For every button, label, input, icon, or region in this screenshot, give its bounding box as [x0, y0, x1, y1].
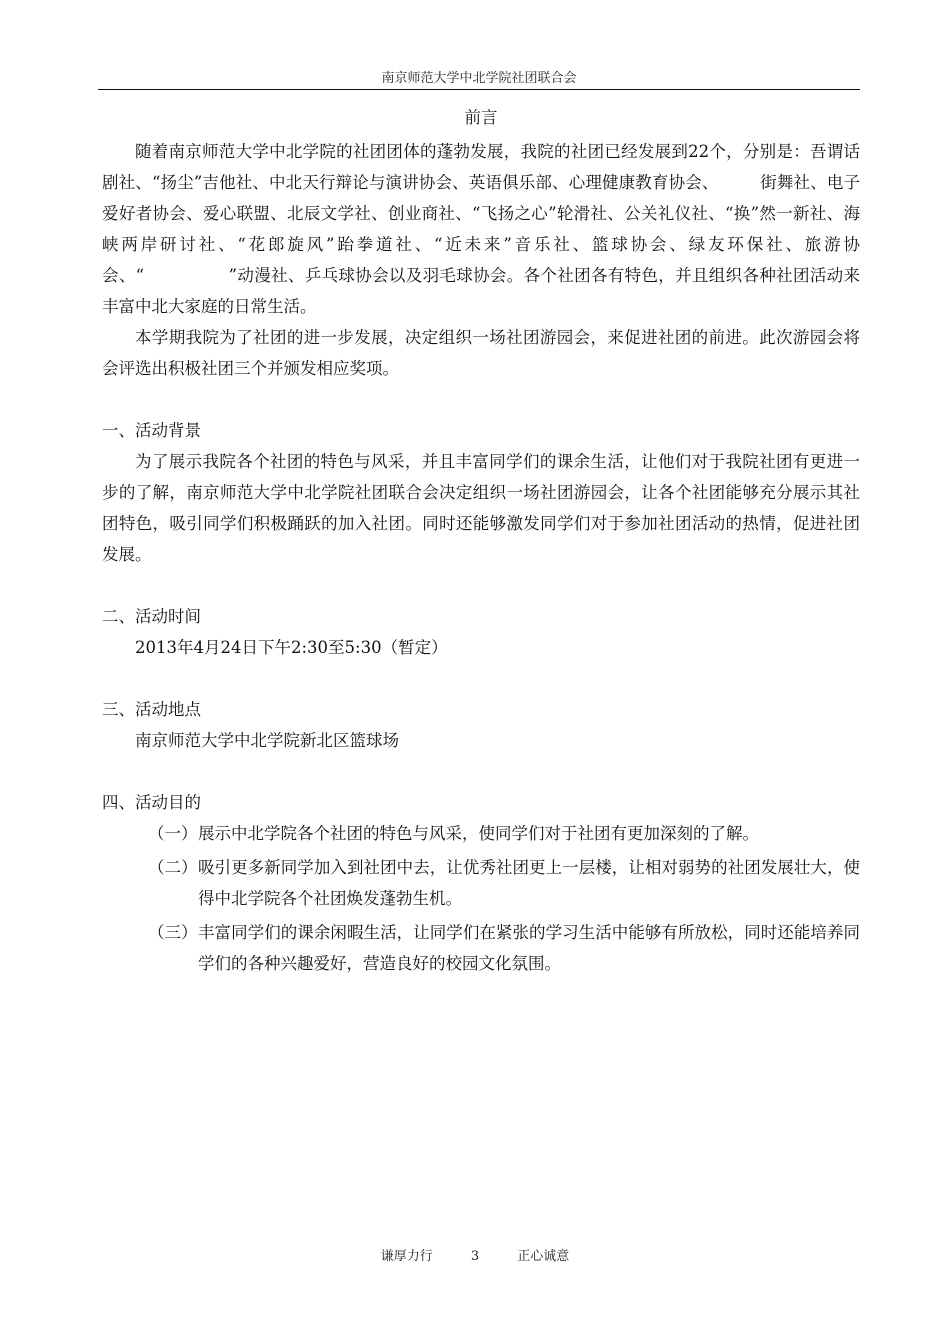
purpose-item [148, 818, 860, 849]
header-divider [98, 89, 860, 90]
preface-title: 前言 [464, 108, 498, 127]
section-heading-location: 三、活动地点 [102, 700, 201, 719]
purpose-item [148, 917, 860, 979]
purpose-item-text: 丰富同学们的课余闲暇生活，让同学们在紧张的学习生活中能够有所放松，同时还能培养同学们的各种兴趣爱好，营造良好的校园文化氛围。 [198, 923, 860, 973]
preface-paragraph-1: 随着南京师范大学中北学院的社团团体的蓬勃发展，我院的社团已经发展到22个，分别是：吾谓话剧社、“扬尘”吉他社、中北天行辩论与演讲协会、英语俱乐部、心理健康教育协会、 街舞社、电子爱好者协会、爱心联盟、北辰文学社、创业商社、“飞扬之心”轮滑社、公关礼仪社、“换”然一新社、海峡两岸研讨社、“花郎旋风”跆拳道社、“近未来”音乐社、篮球协会、绿友环保社、旅游协会、“ ”动漫社、乒乓球协会以及羽毛球协会。各个社团各有特色，并且组织各种社团活动来丰富中北大家庭的日常生活。 [102, 142, 860, 316]
purpose-item-text: 吸引更多新同学加入到社团中去，让优秀社团更上一层楼，让相对弱势的社团发展壮大，使得中北学院各个社团焕发蓬勃生机。 [198, 858, 860, 908]
spacer [102, 663, 860, 694]
purpose-item-marker: （一） [148, 824, 198, 843]
section-text-location: 南京师范大学中北学院新北区篮球场 [135, 731, 399, 750]
spacer [102, 384, 860, 415]
purpose-item-marker: （二） [148, 858, 198, 877]
header-title: 南京师范大学中北学院社团联合会 [381, 71, 577, 86]
spacer [102, 570, 860, 601]
purpose-item-text: 展示中北学院各个社团的特色与风采，使同学们对于社团有更加深刻的了解。 [198, 824, 759, 843]
footer-motto-left: 谦厚力行 [380, 1249, 433, 1264]
page-footer [0, 1248, 950, 1266]
page-number: 3 [470, 1249, 480, 1264]
preface-paragraph-2: 本学期我院为了社团的进一步发展，决定组织一场社团游园会，来促进社团的前进。此次游园会将会评选出积极社团三个并颁发相应奖项。 [102, 328, 860, 378]
section-text-background: 为了展示我院各个社团的特色与风采，并且丰富同学们的课余生活，让他们对于我院社团有更进一步的了解，南京师范大学中北学院社团联合会决定组织一场社团游园会，让各个社团能够充分展示其社团特色，吸引同学们积极踊跃的加入社团。同时还能够激发同学们对于参加社团活动的热情，促进社团发展。 [102, 452, 860, 564]
purpose-item-marker: （三） [148, 923, 198, 942]
purpose-item [148, 852, 860, 914]
footer-motto-right: 正心诚意 [517, 1249, 570, 1264]
section-heading-background: 一、活动背景 [102, 421, 201, 440]
page-header [98, 70, 860, 90]
section-heading-time: 二、活动时间 [102, 607, 201, 626]
section-heading-purpose: 四、活动目的 [102, 793, 201, 812]
document-body [102, 102, 860, 982]
spacer [102, 756, 860, 787]
section-text-time: 2013年4月24日下午2:30至5:30（暂定） [135, 638, 448, 657]
